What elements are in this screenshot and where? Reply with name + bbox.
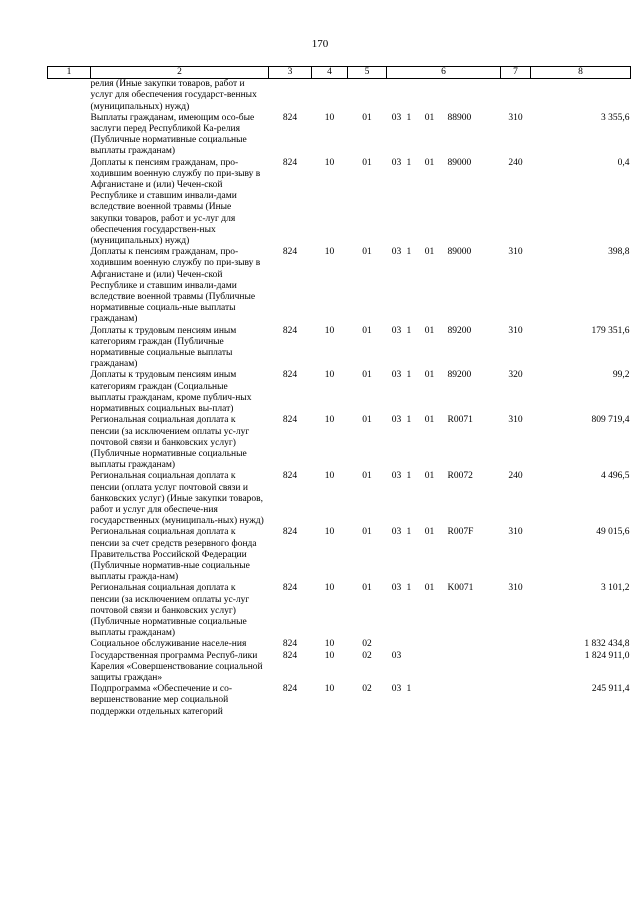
- header-col-6: 6: [387, 67, 501, 79]
- row-subsection-cell: 02: [362, 684, 372, 695]
- table-body: [48, 79, 631, 718]
- row-direction-cell: [440, 79, 501, 113]
- table-row: [48, 651, 631, 685]
- row-blank-cell: [48, 370, 91, 415]
- row-subprogram-cell: 1: [406, 684, 412, 695]
- row-name-cell: Доплаты к пенсиям гражданам, про-ходившим военную службу по при-зыву в Афганистане и (или) Чечен-ской Республике и ставшим инвали-дами вследствие военной травмы (Публичные нормативные социаль-ные выплаты гражданам): [90, 247, 261, 325]
- row-subprogram-cell: 1: [406, 157, 412, 168]
- row-subprogram-cell: [407, 79, 420, 113]
- table-row: [48, 370, 631, 415]
- row-subsection-cell: 01: [362, 415, 372, 426]
- row-name-cell: релия (Иные закупки товаров, работ и услуг для обеспечения государст-венных (муниципальных) нужд): [90, 79, 257, 112]
- row-subsection-cell: 01: [362, 527, 372, 538]
- row-expense-type-cell: [501, 684, 531, 718]
- row-subsection-cell: 01: [362, 370, 372, 381]
- row-main-activity-cell: 01: [424, 415, 435, 426]
- row-program-cell: [387, 639, 407, 650]
- row-ministry-code-cell: 824: [282, 527, 298, 538]
- header-col-7: 7: [501, 67, 531, 79]
- row-main-activity-cell: [420, 684, 440, 718]
- row-direction-cell: R0072: [447, 471, 473, 482]
- row-main-activity-cell: 01: [424, 325, 435, 336]
- row-subprogram-cell: 1: [406, 415, 412, 426]
- row-program-cell: 03: [391, 325, 402, 336]
- table-row: [48, 527, 631, 583]
- row-program-cell: 03: [391, 527, 402, 538]
- row-program-cell: 03: [391, 415, 402, 426]
- row-name-cell: Региональная социальная доплата к пенсии за счет средств резервного фонда Правительства Российской Федерации (Публичные норматив-ные социальные выплаты гражда-нам): [90, 527, 257, 583]
- row-subsection-cell: [348, 79, 387, 113]
- row-direction-cell: R0071: [447, 415, 473, 426]
- row-main-activity-cell: 01: [424, 247, 435, 258]
- row-section-cell: 10: [324, 247, 335, 258]
- row-program-cell: 03: [391, 471, 402, 482]
- row-direction-cell: 89000: [447, 247, 472, 258]
- row-amount-cell: 179 351,6: [591, 325, 630, 336]
- row-blank-cell: [48, 639, 91, 650]
- table-row: [48, 684, 631, 718]
- row-ministry-code-cell: 824: [282, 415, 298, 426]
- row-blank-cell: [48, 651, 91, 685]
- row-expense-type-cell: [501, 639, 531, 650]
- row-section-cell: 10: [324, 650, 335, 661]
- table-row: [48, 583, 631, 639]
- row-program-cell: 03: [391, 157, 402, 168]
- header-col-1: 1: [48, 67, 91, 79]
- row-section-cell: 10: [324, 415, 335, 426]
- row-expense-type-cell: 310: [508, 112, 523, 123]
- row-subsection-cell: 01: [362, 471, 372, 482]
- row-blank-cell: [48, 247, 91, 325]
- row-amount-cell: 3 355,6: [601, 112, 630, 123]
- row-ministry-code-cell: 824: [282, 650, 298, 661]
- row-expense-type-cell: 310: [508, 325, 523, 336]
- row-expense-type-cell: 320: [508, 370, 523, 381]
- row-section-cell: 10: [324, 157, 335, 168]
- row-subprogram-cell: 1: [406, 370, 412, 381]
- row-name-cell: Региональная социальная доплата к пенсии (за исключением оплаты ус-луг почтовой связи и банковских услуг) (Публичные нормативные социальные выплаты гражданам): [90, 583, 250, 639]
- row-direction-cell: [440, 684, 501, 718]
- row-direction-cell: [440, 639, 501, 650]
- table-row: [48, 113, 631, 158]
- row-section-cell: 10: [324, 471, 335, 482]
- row-expense-type-cell: 310: [508, 247, 523, 258]
- row-subprogram-cell: 1: [406, 325, 412, 336]
- row-ministry-code-cell: 824: [282, 112, 298, 123]
- row-subprogram-cell: 1: [406, 583, 412, 594]
- row-subsection-cell: 01: [362, 112, 372, 123]
- row-main-activity-cell: 01: [424, 157, 435, 168]
- row-name-cell: Доплаты к трудовым пенсиям иным категориям граждан (Публичные нормативные социальные выплаты гражданам): [90, 325, 237, 370]
- row-ministry-code-cell: [269, 79, 312, 113]
- header-col-4: 4: [312, 67, 348, 79]
- row-ministry-code-cell: 824: [282, 247, 298, 258]
- row-direction-cell: K0071: [447, 583, 474, 594]
- row-ministry-code-cell: 824: [282, 325, 298, 336]
- header-col-5: 5: [348, 67, 387, 79]
- row-program-cell: 03: [391, 112, 402, 123]
- row-subsection-cell: 02: [362, 639, 372, 650]
- table-header: [48, 67, 631, 79]
- row-subsection-cell: 02: [362, 650, 372, 661]
- header-col-3: 3: [269, 67, 312, 79]
- table-row: [48, 639, 631, 650]
- row-amount-cell: 1 824 911,0: [584, 650, 630, 661]
- page-number: 170: [311, 38, 329, 50]
- row-section-cell: 10: [324, 370, 335, 381]
- row-amount-cell: [531, 79, 631, 113]
- row-expense-type-cell: 310: [508, 583, 523, 594]
- row-blank-cell: [48, 79, 91, 113]
- row-blank-cell: [48, 113, 91, 158]
- row-main-activity-cell: 01: [424, 112, 435, 123]
- row-program-cell: 03: [391, 650, 402, 661]
- row-amount-cell: 0,4: [617, 157, 630, 168]
- row-ministry-code-cell: 824: [282, 157, 298, 168]
- row-subprogram-cell: [407, 639, 420, 650]
- row-amount-cell: 809 719,4: [591, 415, 630, 426]
- row-name-cell: Доплаты к пенсиям гражданам, про-ходившим военную службу по при-зыву в Афганистане и (или) Чечен-ской Республике и ставшим инвали-дами вследствие военной травмы (Иные закупки товаров, работ и ус-луг для обеспечения государствен-ных (муниципальных) нужд): [90, 157, 261, 247]
- row-main-activity-cell: 01: [424, 583, 435, 594]
- row-section-cell: 10: [324, 684, 335, 695]
- row-amount-cell: 3 101,2: [601, 583, 630, 594]
- row-direction-cell: [440, 651, 501, 685]
- row-subsection-cell: 01: [362, 583, 372, 594]
- row-direction-cell: 89200: [447, 370, 472, 381]
- row-subsection-cell: 01: [362, 247, 372, 258]
- row-program-cell: 03: [391, 583, 402, 594]
- row-name-cell: Региональная социальная доплата к пенсии (за исключением оплаты ус-луг почтовой связи и банковских услуг) (Публичные нормативные социальные выплаты гражданам): [90, 415, 250, 471]
- row-amount-cell: 1 832 434,8: [584, 639, 630, 650]
- row-direction-cell: 89200: [447, 325, 472, 336]
- row-subprogram-cell: 1: [406, 527, 412, 538]
- row-blank-cell: [48, 684, 91, 718]
- row-amount-cell: 49 015,6: [596, 527, 630, 538]
- table-row: [48, 247, 631, 325]
- row-subsection-cell: 01: [362, 325, 372, 336]
- row-subprogram-cell: 1: [406, 112, 412, 123]
- table-row: [48, 471, 631, 527]
- row-expense-type-cell: 310: [508, 415, 523, 426]
- row-amount-cell: 99,2: [612, 370, 630, 381]
- row-main-activity-cell: 01: [424, 370, 435, 381]
- row-expense-type-cell: 240: [508, 157, 523, 168]
- row-subprogram-cell: 1: [406, 471, 412, 482]
- row-name-cell: Доплаты к трудовым пенсиям иным категориям граждан (Социальные выплаты гражданам, кроме публич-ных нормативных социальных вы-плат): [90, 370, 252, 415]
- table-row: [48, 415, 631, 471]
- row-blank-cell: [48, 471, 91, 527]
- row-amount-cell: 245 911,4: [591, 684, 630, 695]
- row-blank-cell: [48, 326, 91, 371]
- row-blank-cell: [48, 158, 91, 248]
- row-expense-type-cell: 240: [508, 471, 523, 482]
- row-main-activity-cell: [420, 651, 440, 685]
- row-section-cell: 10: [324, 527, 335, 538]
- header-col-2: 2: [91, 67, 269, 79]
- row-expense-type-cell: [501, 651, 531, 685]
- row-name-cell: Социальное обслуживание населе-ния: [90, 639, 247, 650]
- row-ministry-code-cell: 824: [282, 684, 298, 695]
- row-ministry-code-cell: 824: [282, 471, 298, 482]
- row-blank-cell: [48, 527, 91, 583]
- row-program-cell: 03: [391, 247, 402, 258]
- row-name-cell: Выплаты гражданам, имеющим осо-бые заслуги перед Республикой Ка-релия (Публичные нормативные социальные выплаты гражданам): [90, 112, 255, 157]
- table-row: [48, 158, 631, 248]
- table-row: [48, 79, 631, 113]
- table-row: [48, 326, 631, 371]
- row-section-cell: 10: [324, 639, 335, 650]
- row-main-activity-cell: [420, 79, 440, 113]
- row-main-activity-cell: [420, 639, 440, 650]
- row-direction-cell: 89000: [447, 157, 472, 168]
- row-section-cell: 10: [324, 112, 335, 123]
- row-name-cell: Государственная программа Респуб-лики Карелия «Совершенствование социальной защиты граждан»: [90, 650, 263, 683]
- row-section-cell: 10: [324, 325, 335, 336]
- row-subprogram-cell: 1: [406, 247, 412, 258]
- row-blank-cell: [48, 583, 91, 639]
- row-amount-cell: 398,8: [608, 247, 630, 258]
- row-expense-type-cell: [501, 79, 531, 113]
- row-ministry-code-cell: 824: [282, 370, 298, 381]
- row-main-activity-cell: 01: [424, 471, 435, 482]
- row-program-cell: [387, 79, 407, 113]
- header-col-8: 8: [531, 67, 631, 79]
- row-expense-type-cell: 310: [508, 527, 523, 538]
- row-subsection-cell: 01: [362, 157, 372, 168]
- row-main-activity-cell: 01: [424, 527, 435, 538]
- row-subprogram-cell: [407, 651, 420, 685]
- row-name-cell: Региональная социальная доплата к пенсии (оплата услуг почтовой связи и банковских услуг) (Иные закупки товаров, работ и услуг для обеспече-ния государственных (муниципаль-ных) нужд): [90, 471, 264, 527]
- row-name-cell: Подпрограмма «Обеспечение и со-вершенствование мер социальной поддержки отдельных категорий: [90, 684, 233, 717]
- row-ministry-code-cell: 824: [282, 583, 298, 594]
- row-program-cell: 03: [391, 684, 402, 695]
- row-direction-cell: R007F: [447, 527, 474, 538]
- row-blank-cell: [48, 415, 91, 471]
- row-section-cell: [312, 79, 348, 113]
- row-section-cell: 10: [324, 583, 335, 594]
- row-ministry-code-cell: 824: [282, 639, 298, 650]
- budget-table: [47, 66, 631, 718]
- row-program-cell: 03: [391, 370, 402, 381]
- row-amount-cell: 4 496,5: [601, 471, 630, 482]
- row-direction-cell: 88900: [447, 112, 472, 123]
